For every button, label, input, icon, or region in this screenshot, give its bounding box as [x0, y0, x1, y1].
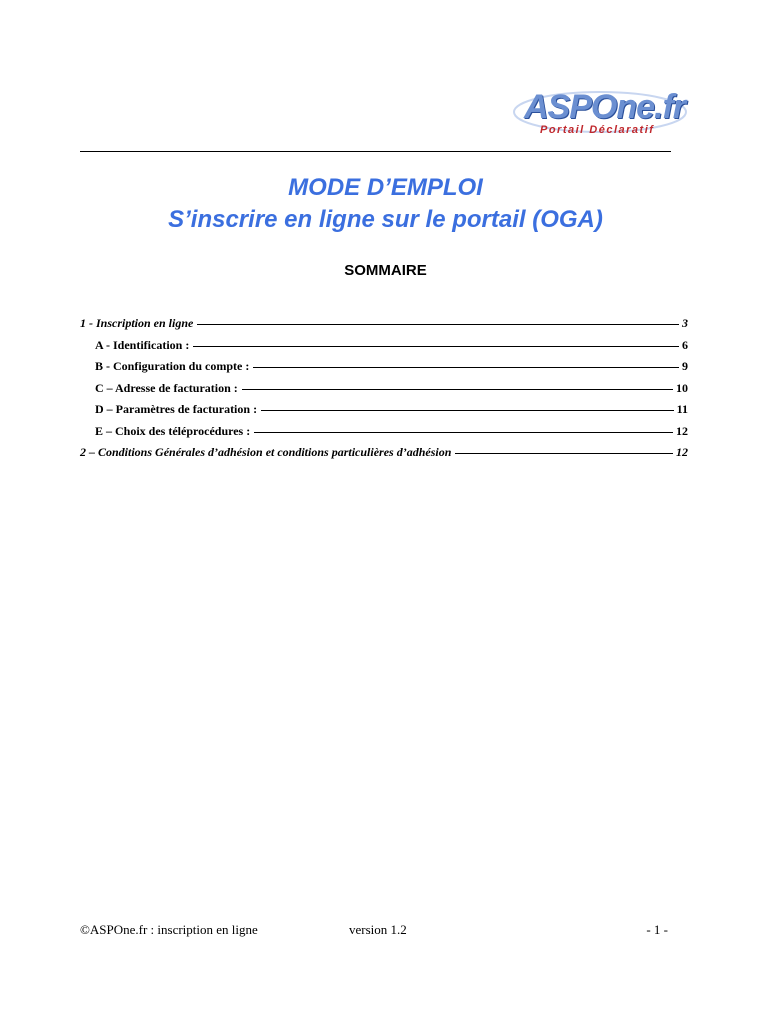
toc-entry-page: 10: [676, 380, 688, 395]
toc-entry[interactable]: [80, 445, 688, 467]
toc-entry-label: A - Identification :: [95, 337, 190, 352]
toc-entry-page: 11: [676, 402, 688, 416]
toc-leader: [193, 346, 679, 347]
document-title: [80, 172, 691, 236]
toc-leader: [261, 410, 674, 411]
toc-entry-label: E – Choix des téléprocédures :: [95, 423, 251, 438]
toc-entry[interactable]: [80, 402, 688, 424]
toc-entry[interactable]: [80, 424, 688, 446]
toc-entry-page: 12: [676, 423, 688, 438]
toc-entry-label: C – Adresse de facturation :: [95, 380, 238, 395]
toc-entry-label: B - Configuration du compte :: [95, 359, 250, 373]
toc-entry[interactable]: [80, 359, 688, 381]
toc-entry[interactable]: [80, 381, 688, 403]
toc-entry-page: 9: [682, 359, 688, 373]
footer-version: version 1.2: [349, 922, 407, 937]
title-line-1: MODE D’EMPLOI: [288, 174, 483, 201]
toc-leader: [455, 453, 673, 454]
title-line-2: S’inscrire en ligne sur le portail (OGA): [168, 206, 603, 233]
toc-leader: [197, 324, 679, 325]
logo-text: ASPOne.fr: [524, 88, 686, 126]
toc-entry-label: 2 – Conditions Générales d’adhésion et conditions particulières d’adhésion: [80, 445, 452, 459]
toc-entry-page: 12: [676, 445, 688, 459]
footer-page-number: - 1 -: [646, 922, 668, 937]
toc-leader: [253, 367, 679, 368]
toc-entry-label: 1 - Inscription en ligne: [80, 316, 194, 330]
page-footer: [80, 922, 688, 940]
footer-left: ©ASPOne.fr : inscription en ligne: [80, 922, 258, 937]
toc-entry-page: 3: [682, 316, 688, 330]
aspone-logo: [510, 88, 690, 144]
toc-leader: [254, 432, 673, 433]
header-rule: [80, 151, 671, 152]
toc-entry-label: D – Paramètres de facturation :: [95, 402, 258, 416]
toc-entry[interactable]: [80, 316, 688, 338]
table-of-contents: [80, 316, 688, 467]
toc-leader: [242, 389, 673, 390]
toc-entry-page: 6: [682, 337, 688, 352]
logo-tagline: Portail Déclaratif: [540, 124, 655, 136]
toc-heading: SOMMAIRE: [344, 262, 427, 279]
toc-entry[interactable]: [80, 338, 688, 360]
